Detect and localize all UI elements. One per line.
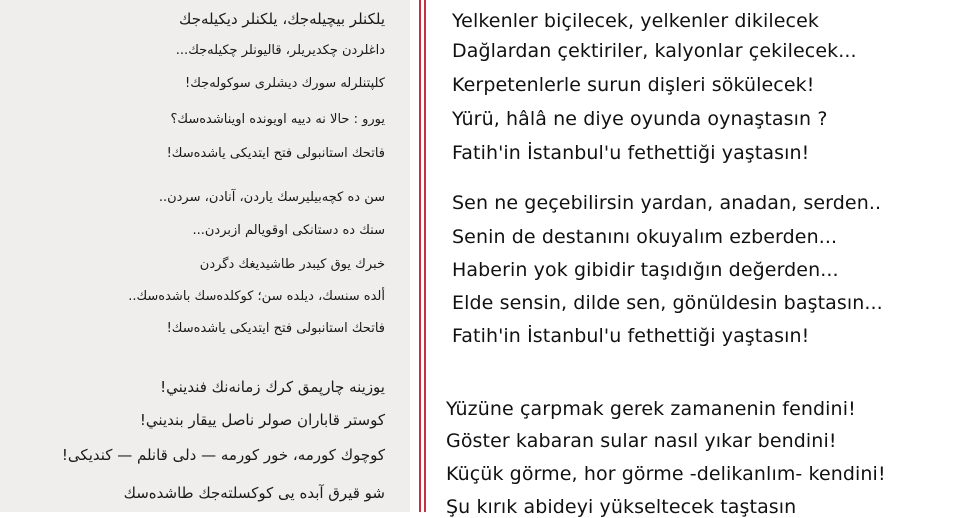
turkish-line: Elde sensin, dilde sen, gönüldesin baştasın...	[452, 292, 883, 314]
turkish-line: Senin de destanını okuyalım ezberden...	[452, 226, 838, 248]
ottoman-line: كلپتنلرله سورك ديشلرى سوكولەجك!	[185, 76, 385, 91]
ottoman-line: يورو : حالا نه دييه اويونده اويناشدەسك؟	[170, 112, 385, 127]
ottoman-line: داغلردن چكديريلر، قاليونلر چكيلەجك...	[175, 43, 385, 58]
ottoman-line: يوزينه چارپمق كرك زمانەنك فنديني!	[160, 378, 385, 396]
turkish-line: Yüzüne çarpmak gerek zamanenin fendini!	[446, 398, 856, 420]
turkish-line: Dağlardan çektiriler, kalyonlar çekilecek...	[452, 40, 857, 62]
turkish-line: Yürü, hâlâ ne diye oyunda oynaştasın ?	[452, 108, 828, 130]
red-divider-line	[424, 0, 426, 512]
turkish-line: Şu kırık abideyi yükseltecek taştasın	[446, 496, 797, 518]
red-divider-line	[419, 0, 421, 512]
ottoman-line: كوستر قاباران صولر ناصل ييقار بنديني!	[139, 411, 385, 429]
ottoman-line: خبرك يوق كيبدر طاشيديغك دگردن	[199, 257, 385, 272]
turkish-line: Kerpetenlerle surun dişleri sökülecek!	[452, 74, 815, 96]
ottoman-line: فاتحك استانبولى فتح ايتديكى ياشدەسك!	[166, 321, 385, 336]
ottoman-line: سنك ده دستانكى اوقويالم ازبردن...	[192, 223, 385, 238]
turkish-line: Yelkenler biçilecek, yelkenler dikilecek	[452, 10, 819, 32]
turkish-line: Küçük görme, hor görme -delikanlım- kendini!	[446, 463, 886, 485]
ottoman-line: سن ده كچەبيليرسك ياردن، آنادن، سردن..	[158, 190, 385, 205]
turkish-line: Göster kabaran sular nasıl yıkar bendini!	[446, 430, 837, 452]
turkish-line: Fatih'in İstanbul'u fethettiği yaştasın!	[452, 142, 810, 164]
ottoman-line: كوچوك كورمه، خور كورمه — دلى قانلم — كنديكى!	[61, 446, 385, 464]
ottoman-line: ألده سنسك، ديلده سن؛ كوكلدەسك باشدەسك..	[128, 289, 385, 304]
turkish-line: Haberin yok gibidir taşıdığın değerden...	[452, 259, 839, 281]
ottoman-line: يلكنلر بيچيلەجك، يلكنلر ديكيلەجك	[179, 10, 385, 28]
turkish-line: Sen ne geçebilirsin yardan, anadan, serden..	[452, 192, 882, 214]
ottoman-scan-panel	[0, 0, 410, 512]
turkish-line: Fatih'in İstanbul'u fethettiği yaştasın!	[452, 325, 810, 347]
ottoman-line: فاتحك استانبولى فتح ايتديكى ياشدەسك!	[166, 146, 385, 161]
ottoman-line: شو قيرق آبده يى كوكسلتەجك طاشدەسك	[123, 484, 385, 502]
